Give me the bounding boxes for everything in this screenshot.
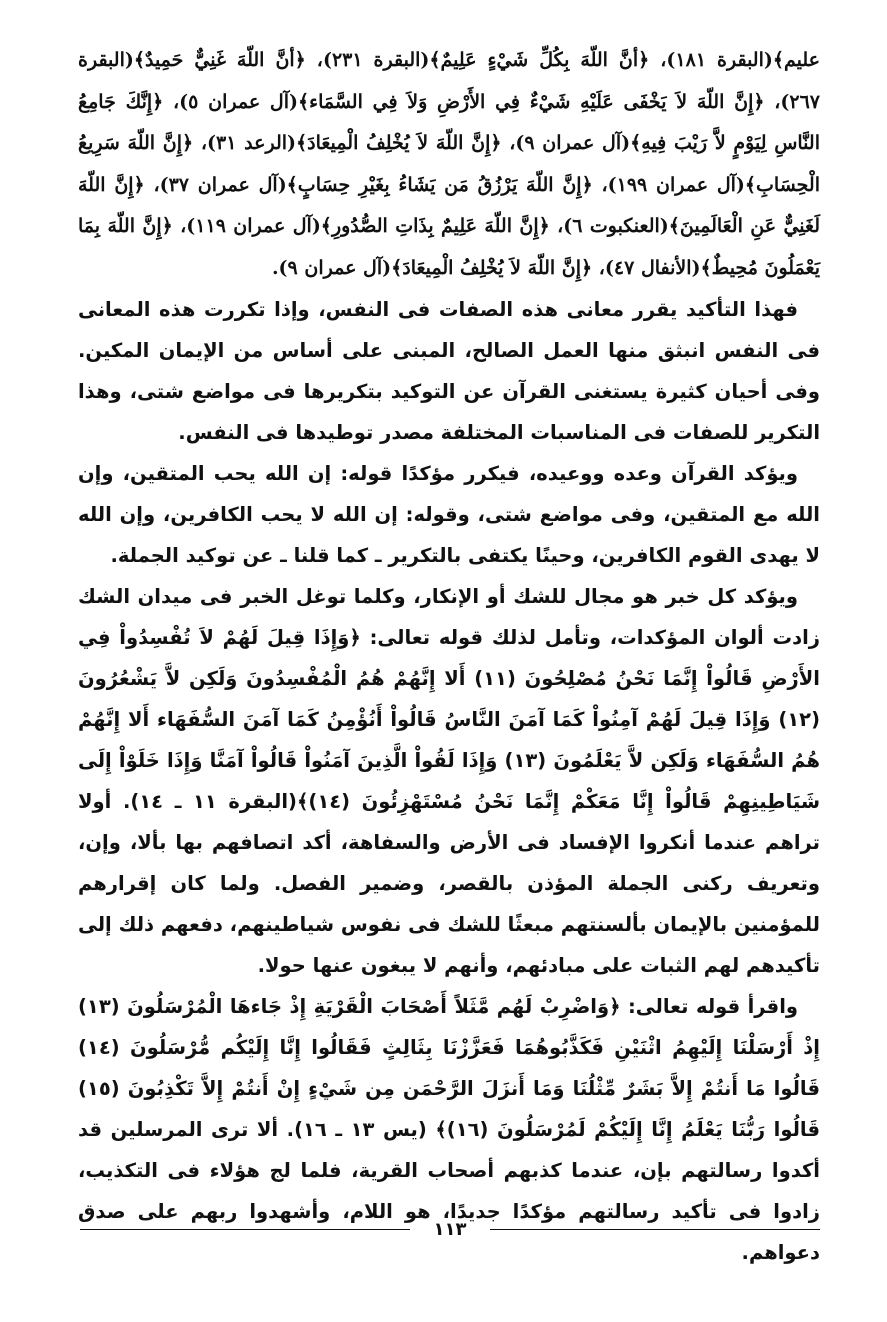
- paragraph-emphasis-repetition: فهذا التأكيد يقرر معانى هذه الصفات فى النفس، وإذا تكررت هذه المعانى فى النفس انبثق منها العمل الصالح، المبنى على أساس من الإيمان المكين. وفى أحيان كثيرة يستغنى القرآن عن التوكيد بتكريرها فى مواضع شتى، وهذا التكرير للصفات فى المناسبات المختلفة مصدر توطيدها فى النفس.: [78, 298, 820, 444]
- paragraph-messengers: واقرأ قوله تعالى: ﴿وَاضْرِبْ لَهُم مَّثَلاً أَصْحَابَ الْقَرْيَةِ إِذْ جَاءهَا الْمُرْسَلُونَ (١٣) إِذْ أَرْسَلْنَا إِلَيْهِمُ اثْنَيْنِ فَكَذَّبُوهُمَا فَعَزَّزْنَا بِثَالِثٍ فَقَالُوا إِنَّا إِلَيْكُم مُّرْسَلُونَ (١٤) قَالُوا مَا أَنتُمْ إِلاَّ بَشَرٌ مِّثْلُنَا وَمَا أَنزَلَ الرَّحْمَن مِن شَيْءٍ إِنْ أَنتُمْ إِلاَّ تَكْذِبُونَ (١٥) قَالُوا رَبُّنَا يَعْلَمُ إِنَّا إِلَيْكُمْ لَمُرْسَلُونَ (١٦)﴾ (يس ١٣ ـ ١٦). ألا ترى المرسلين قد أكدوا رسالتهم بإن، عندما كذبهم أصحاب القرية، فلما لج هؤلاء فى التكذيب، زادوا فى تأكيد رسالتهم مؤكدًا جديدًا، هو اللام، وأشهدوا ربهم على صدق دعواهم.: [78, 995, 821, 1264]
- page-number: ١١٣: [433, 1219, 467, 1240]
- quran-verses-block: عليم﴾(البقرة ١٨١)، ﴿أنَّ اللّهَ بِكُلِّ شَيْءٍ عَلِيمٌ﴾(البقرة ٢٣١)، ﴿أنَّ اللّهَ غَنِيٌّ حَمِيدٌ﴾(البقرة ٢٦٧)، ﴿إِنَّ اللّهَ لاَ يَخْفَى عَلَيْهِ شَيْءٌ فِي الأَرْضِ وَلاَ فِي السَّمَاء﴾(آل عمران ٥)، ﴿إِنَّكَ جَامِعُ النَّاسِ لِيَوْمٍ لاَّ رَيْبَ فِيهِ﴾(آل عمران ٩)، ﴿إِنَّ اللّهَ لاَ يُخْلِفُ الْمِيعَادَ﴾(الرعد ٣١)، ﴿إِنَّ اللّهَ سَرِيعُ الْحِسَابِ﴾(آل عمران ١٩٩)، ﴿إِنَّ اللّهَ يَرْزُقُ مَن يَشَاءُ بِغَيْرِ حِسَابٍ﴾(آل عمران ٣٧)، ﴿إِنَّ اللّهَ لَغَنِيٌّ عَنِ الْعَالَمِينَ﴾(العنكبوت ٦)، ﴿إِنَّ اللّهَ عَلِيمٌ بِذَاتِ الصُّدُورِ﴾(آل عمران ١١٩)، ﴿إِنَّ اللّهَ بِمَا يَعْمَلُونَ مُحِيطٌ﴾(الأنفال ٤٧)، ﴿إِنَّ اللّهَ لاَ يُخْلِفُ الْمِيعَادَ﴾(آل عمران ٩).: [78, 49, 821, 279]
- page-footer: [80, 1218, 820, 1242]
- paragraph-doubt-denial: ويؤكد كل خبر هو مجال للشك أو الإنكار، وكلما توغل الخبر فى ميدان الشك زادت ألوان المؤكدات، وتأمل لذلك قوله تعالى: ﴿وَإِذَا قِيلَ لَهُمْ لاَ تُفْسِدُواْ فِي الأَرْضِ قَالُواْ إِنَّمَا نَحْنُ مُصْلِحُونَ (١١) أَلا إِنَّهُمْ هُمُ الْمُفْسِدُونَ وَلَكِن لاَّ يَشْعُرُونَ (١٢) وَإِذَا قِيلَ لَهُمْ آمِنُواْ كَمَا آمَنَ النَّاسُ قَالُواْ أَنُؤْمِنُ كَمَا آمَنَ السُّفَهَاء أَلا إِنَّهُمْ هُمُ السُّفَهَاء وَلَكِن لاَّ يَعْلَمُونَ (١٣) وَإِذَا لَقُواْ الَّذِينَ آمَنُواْ قَالُواْ آمَنَّا وَإِذَا خَلَوْاْ إِلَى شَيَاطِينِهِمْ قَالُواْ إِنَّا مَعَكْمْ إِنَّمَا نَحْنُ مُسْتَهْزِئُونَ (١٤)﴾(البقرة ١١ ـ ١٤). أولا تراهم عندما أنكروا الإفساد فى الأرض والسفاهة، أكد اتصافهم بها بألا، وإن، وتعريف ركنى الجملة المؤذن بالقصر، وضمير الفصل. ولما كان إقرارهم للمؤمنين بالإيمان بألسنتهم مبعثًا للشك فى نفوس شياطينهم، دفعهم ذلك إلى تأكيدهم لهم الثبات على مبادئهم، وأنهم لا يبغون عنها حولا.: [78, 585, 821, 977]
- paragraph-promise-threat: ويؤكد القرآن وعده ووعيده، فيكرر مؤكدًا قوله: إن الله يحب المتقين، وإن الله مع المتقين، وفى مواضع شتى، وقوله: إن الله لا يحب الكافرين، وإن الله لا يهدى القوم الكافرين، وحينًا يكتفى بالتكرير ـ كما قلنا ـ عن توكيد الجملة.: [78, 462, 820, 567]
- footer-rule-right: [490, 1229, 820, 1230]
- page-body: [78, 40, 820, 1273]
